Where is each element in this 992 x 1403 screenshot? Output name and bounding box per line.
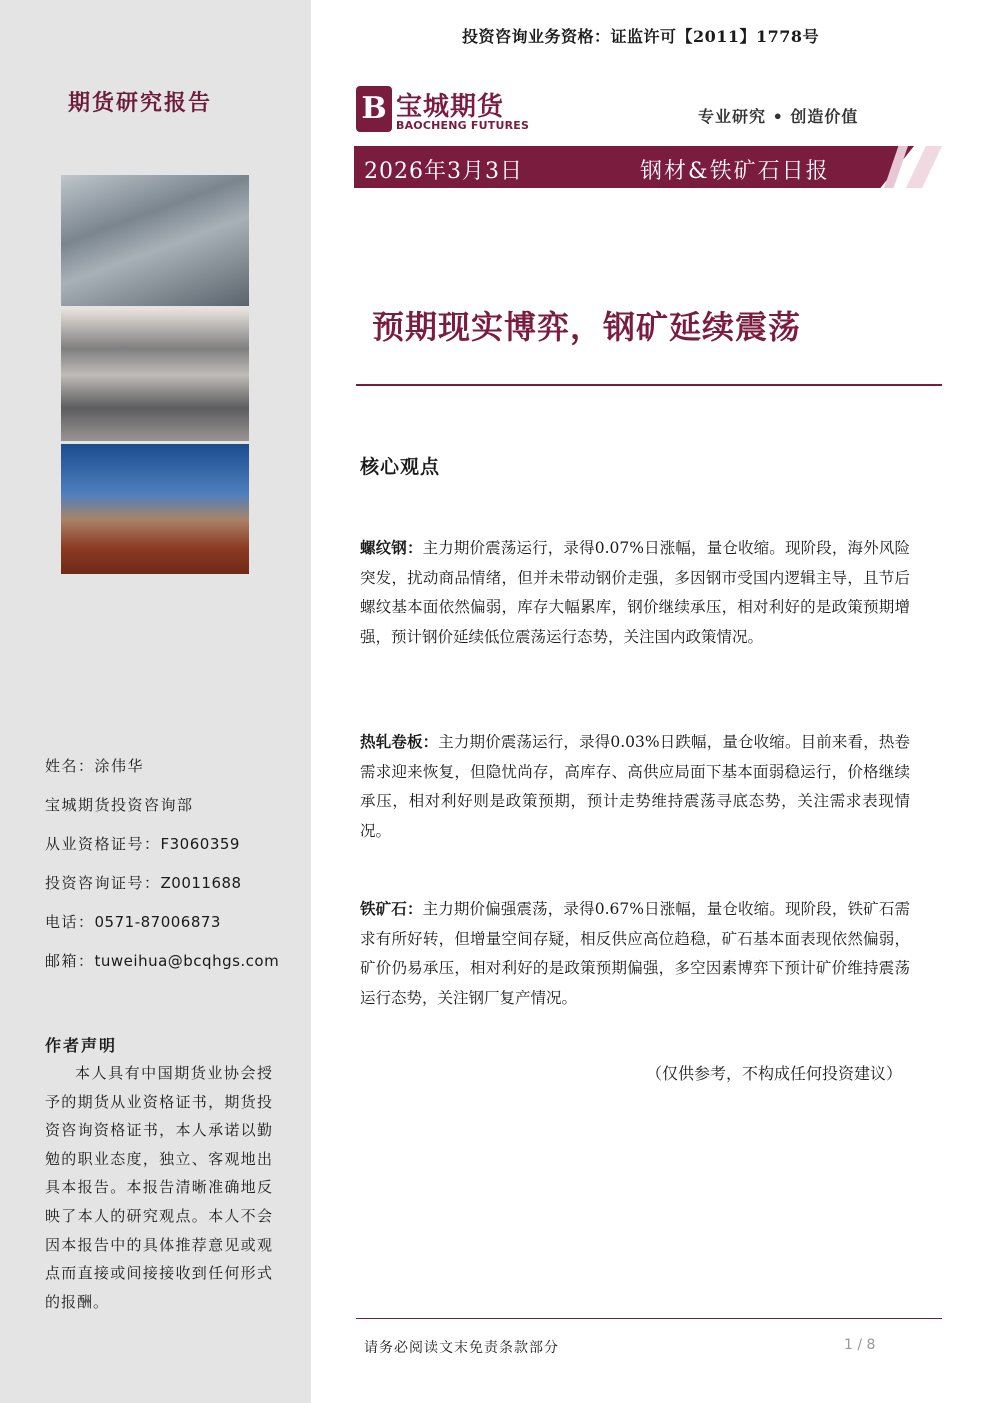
company-logo bbox=[356, 86, 530, 134]
name-value: 涂伟华 bbox=[94, 757, 145, 775]
email-label: 邮箱： bbox=[45, 952, 95, 970]
iron-ore-text: 主力期价偏强震荡，录得0.67%日涨幅，量仓收缩。现阶段，铁矿石需求有所好转，但增量空间存疑，相反供应高位趋稳，矿石基本面表现依然偏弱，矿价仍易承压，相对利好的是政策预期偏强，多空因素博弈下预计矿价维持震荡运行态势，关注钢厂复产情况。 bbox=[360, 900, 910, 1007]
footer-note: 请务必阅读文末免责条款部分 bbox=[364, 1340, 559, 1356]
hot-rolled-coil-paragraph bbox=[360, 727, 910, 846]
qualification-label: 从业资格证号： bbox=[45, 835, 161, 853]
rebar-text: 主力期价震荡运行，录得0.07%日涨幅，量仓收缩。现阶段，海外风险突发，扰动商品情绪，但并未带动钢价走强，多因钢市受国内逻辑主导，且节后螺纹基本面依然偏弱，库存大幅累库，钢价继续承压，相对利好的是政策预期增强，预计钢价延续低位震荡运行态势，关注国内政策情况。 bbox=[360, 539, 910, 646]
page-number: 1 / 8 bbox=[844, 1337, 876, 1353]
logo-chinese-name: 宝城期货 bbox=[396, 92, 505, 122]
rebar-photo bbox=[61, 175, 249, 306]
rebar-label: 螺纹钢： bbox=[360, 538, 423, 557]
report-date: 2026年3月3日 bbox=[364, 159, 523, 184]
report-type-label: 期货研究报告 bbox=[68, 90, 213, 116]
email-value: tuweihua@bcqhgs.com bbox=[94, 952, 280, 970]
phone-value: 0571-87006873 bbox=[94, 913, 221, 931]
qualification-value: F3060359 bbox=[160, 835, 240, 853]
slogan: 专业研究 • 创造价值 bbox=[698, 107, 859, 126]
author-declaration-text: 本人具有中国期货业协会授予的期货从业资格证书，期货投资咨询资格证书，本人承诺以勤勉的职业态度，独立、客观地出具本报告。本报告清晰准确地反映了本人的研究观点。本人不会因本报告中的具体推荐意见或观点而直接或间接接收到任何形式的报酬。 bbox=[45, 1064, 273, 1311]
product-photos bbox=[61, 175, 249, 574]
iron-ore-photo bbox=[61, 444, 249, 574]
banner-stripe bbox=[906, 146, 942, 188]
hot-rolled-coil-text: 主力期价震荡运行，录得0.03%日跌幅，量仓收缩。目前来看，热卷需求迎来恢复，但隐忧尚存，高库存、高供应局面下基本面弱稳运行，价格继续承压，相对利好则是政策预期，预计走势维持震荡寻底态势，关注需求表现情况。 bbox=[360, 733, 910, 840]
consult-number bbox=[45, 872, 242, 893]
name-label: 姓名： bbox=[45, 757, 95, 775]
email-address bbox=[45, 950, 279, 971]
headline: 预期现实博弈，钢矿延续震荡 bbox=[372, 308, 802, 346]
logo-mark: B bbox=[356, 86, 392, 132]
logo-english-name: BAOCHENG FUTURES bbox=[396, 119, 530, 132]
license-text: 投资咨询业务资格：证监许可【2011】1778号 bbox=[462, 27, 820, 46]
disclaimer: （仅供参考，不构成任何投资建议） bbox=[646, 1064, 903, 1083]
report-title: 钢材&铁矿石日报 bbox=[640, 159, 830, 184]
analyst-department: 宝城期货投资咨询部 bbox=[45, 796, 194, 814]
phone-number bbox=[45, 911, 221, 932]
phone-label: 电话： bbox=[45, 913, 95, 931]
footer-divider bbox=[356, 1318, 942, 1319]
consult-value: Z0011688 bbox=[160, 874, 242, 892]
qualification-number bbox=[45, 833, 240, 854]
author-declaration-title: 作者声明 bbox=[45, 1036, 118, 1055]
iron-ore-paragraph bbox=[360, 894, 910, 1013]
iron-ore-label: 铁矿石： bbox=[360, 899, 423, 918]
core-view-title: 核心观点 bbox=[360, 456, 441, 478]
rebar-paragraph bbox=[360, 533, 910, 652]
steel-coil-photo bbox=[61, 309, 249, 441]
analyst-name bbox=[45, 755, 144, 776]
headline-divider bbox=[356, 384, 942, 386]
hot-rolled-coil-label: 热轧卷板： bbox=[360, 732, 439, 751]
consult-label: 投资咨询证号： bbox=[45, 874, 161, 892]
